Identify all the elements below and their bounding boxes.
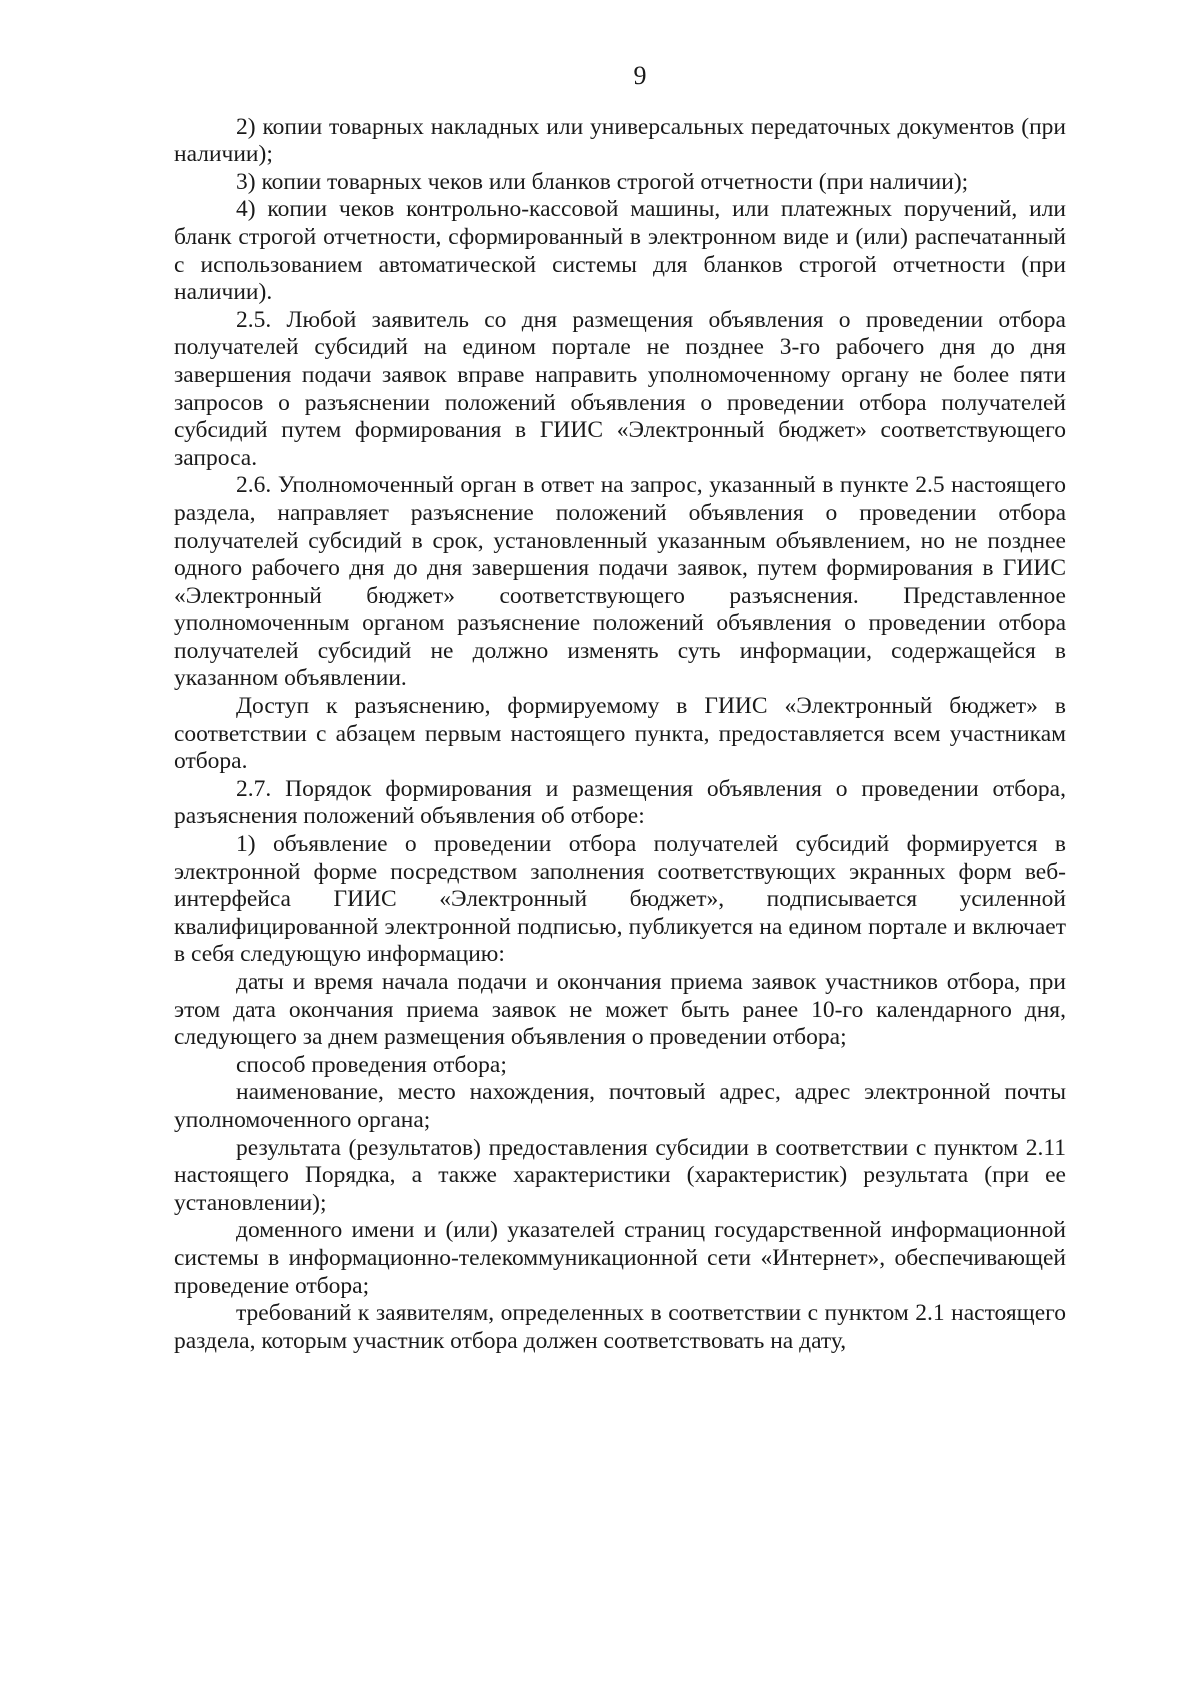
paragraph: 2.6. Уполномоченный орган в ответ на запрос, указанный в пункте 2.5 настоящего раздела, направляет разъяснение положений объявления о проведении отбора получателей субсидий в срок, установленный указанным объявлением, но не позднее одного рабочего дня до дня завершения подачи заявок, путем формирования в ГИИС «Электронный бюджет» соответствующего разъяснения. Представленное уполномоченным органом разъяснение положений объявления о проведении отбора получателей субсидий не должно изменять суть информации, содержащейся в указанном объявлении. (174, 472, 1066, 692)
paragraph: 2.7. Порядок формирования и размещения объявления о проведении отбора, разъяснения положений объявления об отборе: (174, 775, 1066, 830)
paragraph: наименование, место нахождения, почтовый адрес, адрес электронной почты уполномоченного органа; (174, 1079, 1066, 1133)
paragraph: результата (результатов) предоставления субсидии в соответствии с пунктом 2.11 настоящего Порядка, а также характеристики (характеристик) результата (при ее установлении); (174, 1134, 1066, 1216)
document-page (174, 62, 1066, 1355)
paragraph: способ проведения отбора; (236, 1051, 507, 1078)
paragraph: 3) копии товарных чеков или бланков строгой отчетности (при наличии); (236, 168, 969, 195)
paragraph: 2) копии товарных накладных или универсальных передаточных документов (при наличии); (174, 113, 1066, 168)
paragraph: 1) объявление о проведении отбора получателей субсидий формируется в электронной форме посредством заполнения соответствующих экранных форм веб-интерфейса ГИИС «Электронный бюджет», подписывается усиленной квалифицированной электронной подписью, публикуется на едином портале и включает в себя следующую информацию: (174, 831, 1066, 968)
paragraph: 2.5. Любой заявитель со дня размещения объявления о проведении отбора получателей субсидий на едином портале не позднее 3-го рабочего дня до дня завершения подачи заявок вправе направить уполномоченному органу не более пяти запросов о разъяснении положений объявления о проведении отбора получателей субсидий путем формирования в ГИИС «Электронный бюджет» соответствующего запроса. (174, 306, 1066, 471)
paragraph: доменного имени и (или) указателей страниц государственной информационной системы в информационно-телекоммуникационной сети «Интернет», обеспечивающей проведение отбора; (174, 1217, 1066, 1299)
paragraph: Доступ к разъяснению, формируемому в ГИИС «Электронный бюджет» в соответствии с абзацем первым настоящего пункта, предоставляется всем участникам отбора. (174, 693, 1066, 775)
paragraph: требований к заявителям, определенных в соответствии с пунктом 2.1 настоящего раздела, которым участник отбора должен соответствовать на дату, (174, 1300, 1066, 1354)
paragraph: 4) копии чеков контрольно-кассовой машины, или платежных поручений, или бланк строгой отчетности, сформированный в электронном виде и (или) распечатанный с использованием автоматической системы для бланков строгой отчетности (при наличии). (174, 196, 1066, 306)
page-number: 9 (633, 61, 647, 90)
paragraph: даты и время начала подачи и окончания приема заявок участников отбора, при этом дата окончания приема заявок не может быть ранее 10-го календарного дня, следующего за днем размещения объявления о проведении отбора; (174, 969, 1066, 1051)
